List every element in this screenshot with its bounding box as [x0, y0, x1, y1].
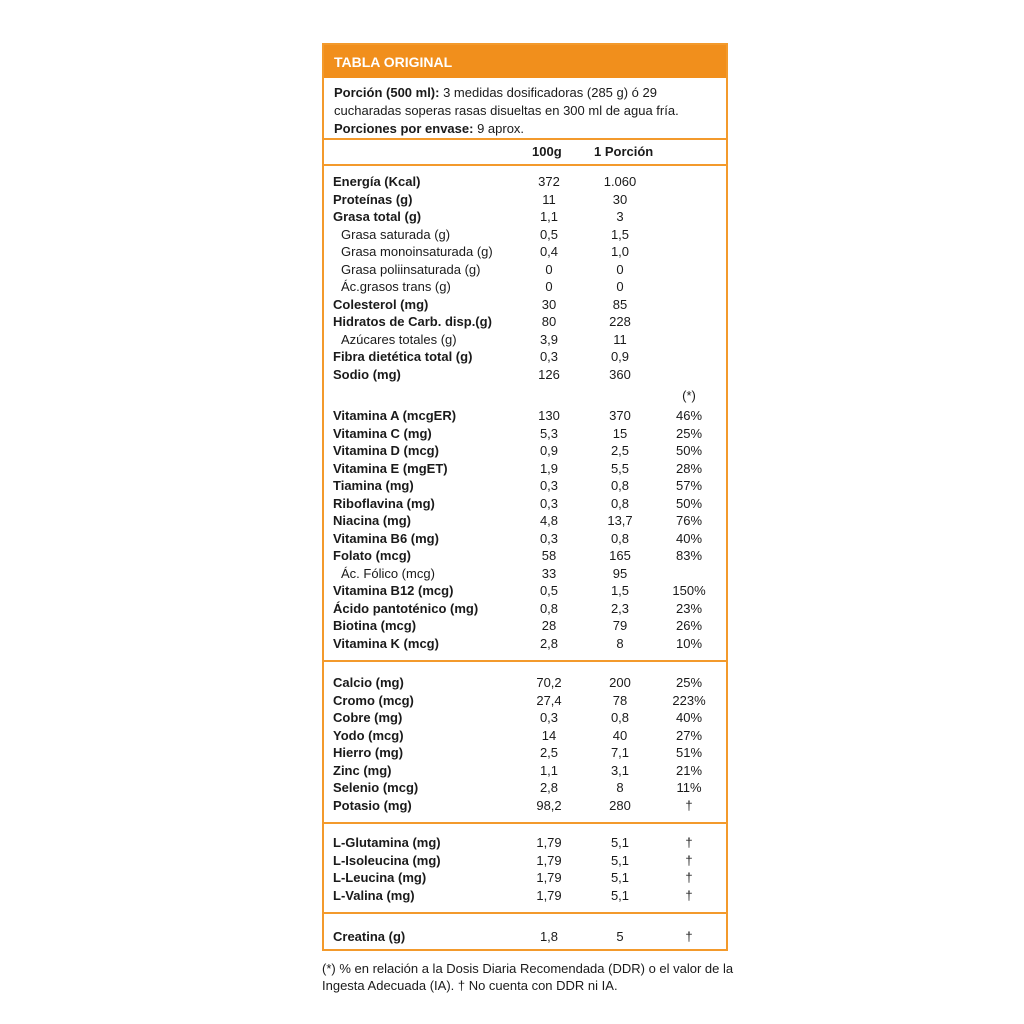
value-per-portion: 3,1 [610, 762, 630, 778]
value-per-100g: 0,5 [539, 583, 559, 598]
table-row [324, 460, 726, 478]
nutrient-label: Vitamina C (mg) [333, 425, 432, 441]
table-row [324, 313, 726, 331]
value-ddr-percent: 11% [676, 780, 702, 795]
table-row [324, 692, 726, 710]
value-per-portion: 360 [609, 366, 631, 382]
value-per-100g: 1,1 [539, 209, 559, 224]
value-per-100g: 0 [545, 261, 553, 277]
table-row [324, 674, 726, 692]
value-per-portion: 200 [609, 675, 631, 690]
nutrient-label: L-Leucina (mg) [333, 870, 427, 885]
nutrient-label: Zinc (mg) [333, 762, 392, 778]
table-row [324, 834, 726, 852]
nutrient-label: Sodio (mg) [333, 366, 401, 382]
nutrient-label: Vitamina B6 (mg) [333, 530, 439, 546]
table-row [324, 366, 726, 384]
value-per-portion: 1,5 [610, 226, 630, 242]
table-row [324, 762, 726, 780]
footnote: (*) % en relación a la Dosis Diaria Recomendada (DDR) o el valor de la Ingesta Adecuada (IA). † No cuenta con DDR ni IA. [322, 961, 734, 993]
nutrient-label: L-Glutamina (mg) [333, 835, 441, 850]
table-row [324, 425, 726, 443]
value-per-100g: 0,8 [539, 600, 559, 616]
value-per-100g: 33 [541, 565, 557, 581]
table-row [324, 928, 726, 946]
value-per-100g: 0,3 [539, 349, 559, 364]
value-ddr-percent: 83% [675, 548, 703, 563]
value-per-portion: 228 [609, 314, 631, 329]
nutrient-label: Ác. Fólico (mcg) [341, 565, 435, 581]
value-per-portion: 1.060 [603, 174, 637, 189]
value-per-portion: 5,1 [610, 887, 630, 903]
value-per-portion: 30 [612, 191, 628, 207]
value-per-portion: 79 [612, 618, 628, 633]
portion-label: Porción (500 ml): [334, 85, 440, 100]
value-per-100g: 30 [541, 296, 557, 312]
value-per-100g: 2,8 [539, 780, 559, 795]
section-vitamins [324, 407, 726, 660]
value-per-portion: 5,5 [610, 460, 630, 476]
table-row [324, 226, 726, 244]
value-per-100g: 1,79 [536, 835, 562, 850]
column-header-portion: 1 Porción [594, 144, 654, 159]
value-per-100g: 130 [538, 408, 560, 423]
nutrient-label: L-Valina (mg) [333, 887, 415, 903]
table-row [324, 208, 726, 226]
table-row [324, 173, 726, 191]
value-per-100g: 0,3 [539, 478, 559, 493]
value-ddr-percent: 25% [675, 675, 703, 690]
value-per-portion: 0,8 [610, 530, 630, 546]
table-row [324, 869, 726, 887]
value-per-portion: 13,7 [607, 513, 633, 528]
table-row [324, 887, 726, 905]
value-per-100g: 1,9 [539, 460, 559, 476]
nutrient-label: Creatina (g) [333, 929, 406, 944]
value-per-portion: 8 [616, 635, 624, 651]
nutrient-label: Calcio (mg) [333, 675, 404, 690]
nutrient-label: Grasa monoinsaturada (g) [341, 244, 493, 259]
value-per-portion: 15 [612, 425, 628, 441]
value-per-portion: 280 [609, 797, 631, 813]
value-per-100g: 2,5 [539, 745, 559, 760]
value-per-portion: 0,8 [610, 478, 630, 493]
nutrient-label: Tiamina (mg) [333, 478, 414, 493]
value-per-portion: 0,9 [610, 349, 630, 364]
nutrient-label: Selenio (mcg) [333, 780, 419, 795]
value-per-100g: 98,2 [536, 797, 562, 813]
value-ddr-percent: 21% [675, 762, 703, 778]
value-per-portion: 370 [609, 408, 631, 423]
value-per-100g: 27,4 [536, 692, 562, 708]
value-per-portion: 0,8 [610, 495, 630, 511]
serving-info [324, 78, 726, 138]
value-per-portion: 95 [612, 565, 628, 581]
value-per-portion: 11 [613, 331, 627, 347]
value-per-portion: 0 [616, 261, 624, 277]
table-row [324, 582, 726, 600]
nutrient-label: Grasa poliinsaturada (g) [341, 261, 481, 277]
value-per-100g: 0,3 [539, 495, 559, 511]
value-per-100g: 0,3 [539, 710, 559, 725]
value-ddr-percent: † [685, 870, 693, 885]
value-per-100g: 11 [542, 191, 556, 207]
value-ddr-percent: † [685, 835, 693, 850]
table-row [324, 565, 726, 583]
section-macronutrients [324, 166, 726, 387]
value-per-100g: 0 [545, 279, 553, 294]
table-row [324, 727, 726, 745]
section-creatine [324, 914, 726, 946]
nutrition-table [322, 43, 728, 951]
value-per-portion: 40 [612, 727, 628, 743]
nutrient-label: Potasio (mg) [333, 797, 412, 813]
nutrient-label: Yodo (mcg) [333, 727, 404, 743]
value-per-portion: 0,8 [610, 710, 630, 725]
column-headers [324, 140, 726, 164]
nutrient-label: Niacina (mg) [333, 513, 412, 528]
value-per-100g: 70,2 [536, 675, 562, 690]
ddr-marker: (*) [682, 388, 696, 403]
table-row [324, 530, 726, 548]
nutrient-label: Vitamina A (mcgER) [333, 408, 457, 423]
value-per-100g: 1,8 [539, 929, 559, 944]
servings-text: 9 aprox. [473, 121, 525, 136]
value-per-portion: 5,1 [610, 835, 630, 850]
value-per-100g: 372 [538, 174, 560, 189]
table-row [324, 261, 726, 279]
nutrient-label: Proteínas (g) [333, 191, 413, 207]
value-ddr-percent: † [685, 887, 693, 903]
table-row [324, 512, 726, 530]
value-ddr-percent: 27% [675, 727, 703, 743]
value-ddr-percent: 28% [675, 460, 703, 476]
value-per-100g: 3,9 [539, 331, 559, 347]
table-row [324, 547, 726, 565]
section-minerals [324, 662, 726, 822]
nutrient-label: Vitamina D (mcg) [333, 443, 439, 458]
value-ddr-percent: † [685, 852, 693, 868]
table-row [324, 709, 726, 727]
value-ddr-percent: † [685, 797, 693, 813]
value-ddr-percent: † [685, 929, 693, 944]
value-per-portion: 5,1 [610, 852, 630, 868]
value-per-100g: 1,79 [536, 887, 562, 903]
value-per-100g: 58 [541, 548, 557, 563]
nutrient-label: L-Isoleucina (mg) [333, 852, 441, 868]
nutrient-label: Vitamina E (mgET) [333, 460, 448, 476]
nutrient-label: Vitamina K (mcg) [333, 635, 439, 651]
nutrient-label: Vitamina B12 (mcg) [333, 583, 454, 598]
value-ddr-percent: 50% [675, 495, 703, 511]
value-ddr-percent: 223% [672, 692, 706, 708]
value-per-100g: 0,3 [539, 530, 559, 546]
value-ddr-percent: 23% [675, 600, 703, 616]
value-per-100g: 0,5 [539, 226, 559, 242]
value-per-100g: 14 [541, 727, 557, 743]
nutrient-label: Colesterol (mg) [333, 296, 429, 312]
table-row [324, 852, 726, 870]
value-ddr-percent: 51% [675, 745, 703, 760]
ddr-marker-row [324, 387, 726, 407]
value-per-portion: 5 [616, 929, 624, 944]
nutrient-label: Ác.grasos trans (g) [341, 279, 451, 294]
nutrient-label: Cobre (mg) [333, 710, 403, 725]
value-ddr-percent: 57% [675, 478, 703, 493]
value-ddr-percent: 150% [672, 583, 706, 598]
value-per-portion: 1,0 [610, 244, 630, 259]
value-per-100g: 0,4 [539, 244, 559, 259]
value-per-portion: 78 [612, 692, 628, 708]
value-ddr-percent: 50% [675, 443, 703, 458]
table-row [324, 600, 726, 618]
nutrient-label: Folato (mcg) [333, 548, 411, 563]
nutrient-label: Grasa saturada (g) [341, 226, 451, 242]
value-per-100g: 2,8 [539, 635, 559, 651]
nutrient-label: Energía (Kcal) [333, 174, 421, 189]
value-per-portion: 165 [609, 548, 631, 563]
portion-text: 3 medidas dosificadoras (285 g) ó 29 cucharadas soperas rasas disueltas en 300 ml de agua fría. [334, 85, 679, 118]
value-per-100g: 4,8 [539, 513, 559, 528]
nutrient-label: Hierro (mg) [333, 745, 404, 760]
nutrient-label: Hidratos de Carb. disp.(g) [333, 314, 492, 329]
value-ddr-percent: 76% [675, 513, 703, 528]
table-row [324, 477, 726, 495]
value-ddr-percent: 40% [675, 530, 703, 546]
nutrient-label: Fibra dietética total (g) [333, 349, 473, 364]
value-per-portion: 1,5 [610, 583, 630, 598]
column-header-100g: 100g [532, 144, 562, 159]
table-title: TABLA ORIGINAL [324, 45, 726, 78]
value-per-portion: 0 [616, 279, 624, 294]
value-per-portion: 3 [616, 209, 624, 224]
table-row [324, 278, 726, 296]
value-per-portion: 7,1 [610, 745, 630, 760]
value-per-100g: 1,1 [539, 762, 559, 778]
table-row [324, 495, 726, 513]
value-ddr-percent: 10% [675, 635, 703, 651]
servings-label: Porciones por envase: [334, 121, 474, 136]
nutrient-label: Azúcares totales (g) [341, 331, 457, 347]
nutrient-label: Cromo (mcg) [333, 692, 414, 708]
value-per-100g: 5,3 [539, 425, 559, 441]
table-row [324, 635, 726, 653]
section-amino-acids [324, 824, 726, 912]
value-per-portion: 5,1 [610, 870, 630, 885]
value-ddr-percent: 25% [675, 425, 703, 441]
value-per-portion: 8 [616, 780, 624, 795]
value-per-100g: 1,79 [536, 870, 562, 885]
table-row [324, 348, 726, 366]
nutrient-label: Ácido pantoténico (mg) [333, 600, 479, 616]
table-row [324, 331, 726, 349]
value-per-100g: 1,79 [536, 852, 562, 868]
table-row [324, 296, 726, 314]
value-per-100g: 80 [541, 314, 557, 329]
value-per-100g: 126 [538, 366, 560, 382]
table-row [324, 797, 726, 815]
value-ddr-percent: 46% [675, 408, 703, 423]
table-row [324, 442, 726, 460]
value-per-portion: 85 [612, 296, 628, 312]
nutrient-label: Grasa total (g) [333, 209, 422, 224]
table-row [324, 617, 726, 635]
table-row [324, 744, 726, 762]
nutrient-label: Biotina (mcg) [333, 618, 417, 633]
table-row [324, 407, 726, 425]
value-per-portion: 2,5 [610, 443, 630, 458]
value-per-100g: 28 [541, 618, 557, 633]
table-row [324, 779, 726, 797]
table-row [324, 191, 726, 209]
value-per-portion: 2,3 [610, 600, 630, 616]
table-row [324, 243, 726, 261]
value-per-100g: 0,9 [539, 443, 559, 458]
nutrient-label: Riboflavina (mg) [333, 495, 435, 511]
value-ddr-percent: 26% [675, 618, 703, 633]
value-ddr-percent: 40% [675, 710, 703, 725]
